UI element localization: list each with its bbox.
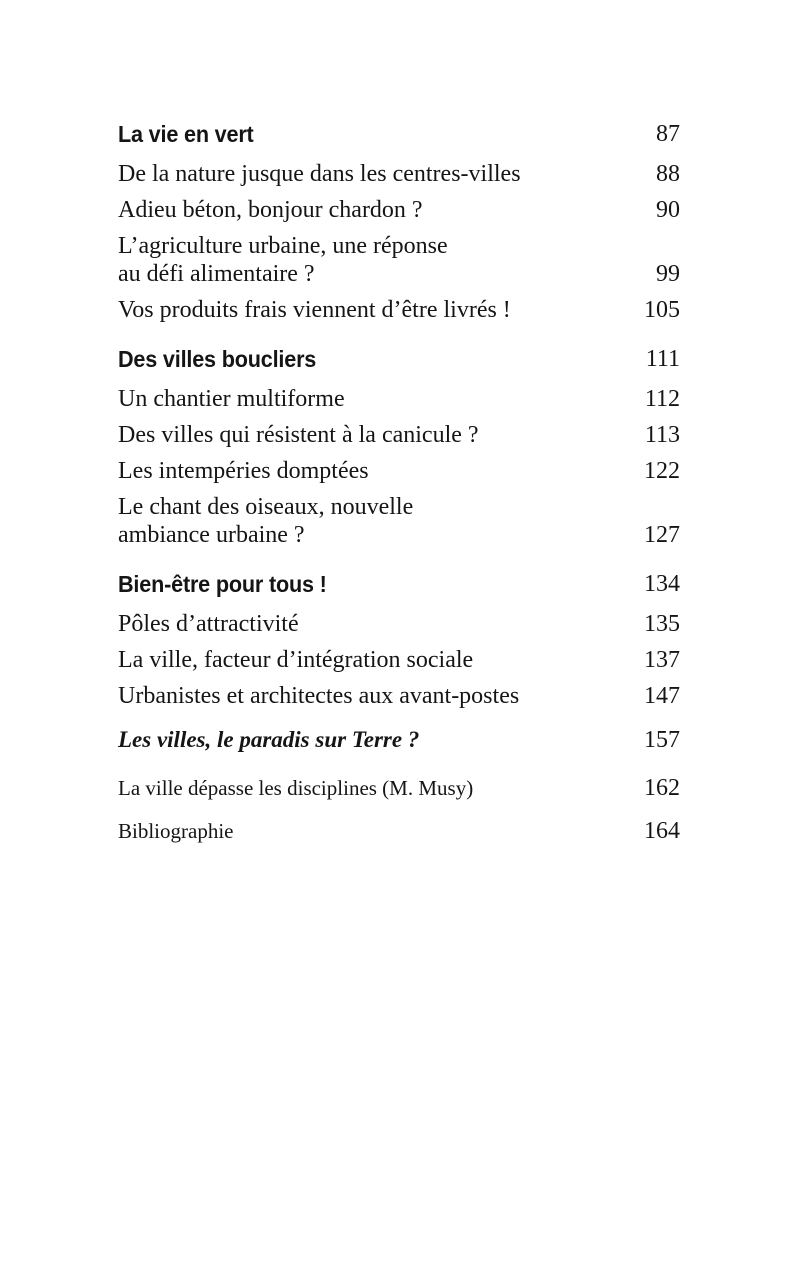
toc-entry-title [118,610,299,638]
toc-row-entry [118,385,680,413]
toc-entry-page-number: 113 [644,422,680,448]
toc-entry-page-number: 157 [644,727,680,753]
toc-row-section [118,345,680,373]
toc-entry-page-number: 88 [656,161,680,187]
toc-entry-line: Bien-être pour tous ! [118,571,327,597]
toc-entry-page-number: 162 [644,775,680,801]
toc-entry-title [118,570,327,598]
toc-entry-line: Le chant des oiseaux, nouvelle [118,494,414,520]
toc-entry-page-number: 147 [644,683,680,709]
toc-entry-page-number: 164 [644,818,680,844]
toc-entry-page-number: 105 [644,297,680,323]
toc-row-entry [118,296,680,324]
toc-row-part [118,726,680,754]
toc-row-section [118,120,680,148]
toc-entry-page-number: 111 [645,346,680,372]
toc-entry-line: Des villes qui résistent à la canicule ? [118,422,479,448]
toc-entry-line: Vos produits frais viennent d’être livrés ! [118,297,511,323]
toc-entry-title [118,726,419,754]
toc-entry-page-number: 137 [644,647,680,673]
toc-entry-line: De la nature jusque dans les centres-villes [118,161,521,187]
toc-entry-title [118,646,473,674]
toc-entry-line: Un chantier multiforme [118,386,345,412]
toc-row-entry [118,196,680,224]
toc-entry-line: au défi alimentaire ? [118,261,315,287]
toc-entry-title [118,120,254,148]
toc-row-entry [118,682,680,710]
toc-entry-page-number: 122 [644,458,680,484]
toc-entry-line: La ville, facteur d’intégration sociale [118,647,474,673]
toc-row-entry [118,160,680,188]
toc-entry-title [118,817,233,845]
toc-row-section [118,570,680,598]
toc-entry-line: Les intempéries domptées [118,458,369,484]
toc-entry-line: Les villes, le paradis sur Terre ? [118,727,420,752]
toc-row-entry [118,610,680,638]
toc-entry-line: La vie en vert [118,121,254,147]
toc-entry-page-number: 134 [644,571,680,597]
toc-row-entry [118,232,680,288]
toc-entry-title [118,345,316,373]
table-of-contents [118,120,680,845]
toc-entry-page-number: 99 [656,261,680,287]
toc-entry-line: L’agriculture urbaine, une réponse [118,233,448,259]
toc-entry-title [118,421,479,449]
toc-entry-page-number: 135 [644,611,680,637]
toc-entry-title [118,774,473,802]
toc-entry-line: Urbanistes et architectes aux avant-postes [118,683,520,709]
toc-entry-title [118,196,423,224]
toc-entry-title [118,493,413,549]
toc-entry-line: Des villes boucliers [118,346,317,372]
toc-entry-page-number: 87 [656,121,680,147]
toc-row-backmatter [118,817,680,845]
toc-entry-line: Adieu béton, bonjour chardon ? [118,197,423,223]
toc-entry-page-number: 112 [644,386,680,412]
toc-entry-title [118,296,511,324]
toc-row-entry [118,421,680,449]
toc-entry-title [118,232,448,288]
toc-entry-line: La ville dépasse les disciplines (M. Musy) [118,776,474,800]
toc-entry-title [118,682,519,710]
toc-row-entry [118,646,680,674]
toc-row-entry [118,457,680,485]
toc-entry-title [118,160,521,188]
toc-row-entry [118,493,680,549]
toc-entry-line: ambiance urbaine ? [118,522,305,548]
toc-entry-title [118,385,345,413]
toc-entry-line: Bibliographie [118,819,234,843]
toc-entry-title [118,457,369,485]
toc-entry-line: Pôles d’attractivité [118,611,299,637]
toc-entry-page-number: 127 [644,522,680,548]
toc-entry-page-number: 90 [656,197,680,223]
toc-row-backmatter [118,774,680,802]
